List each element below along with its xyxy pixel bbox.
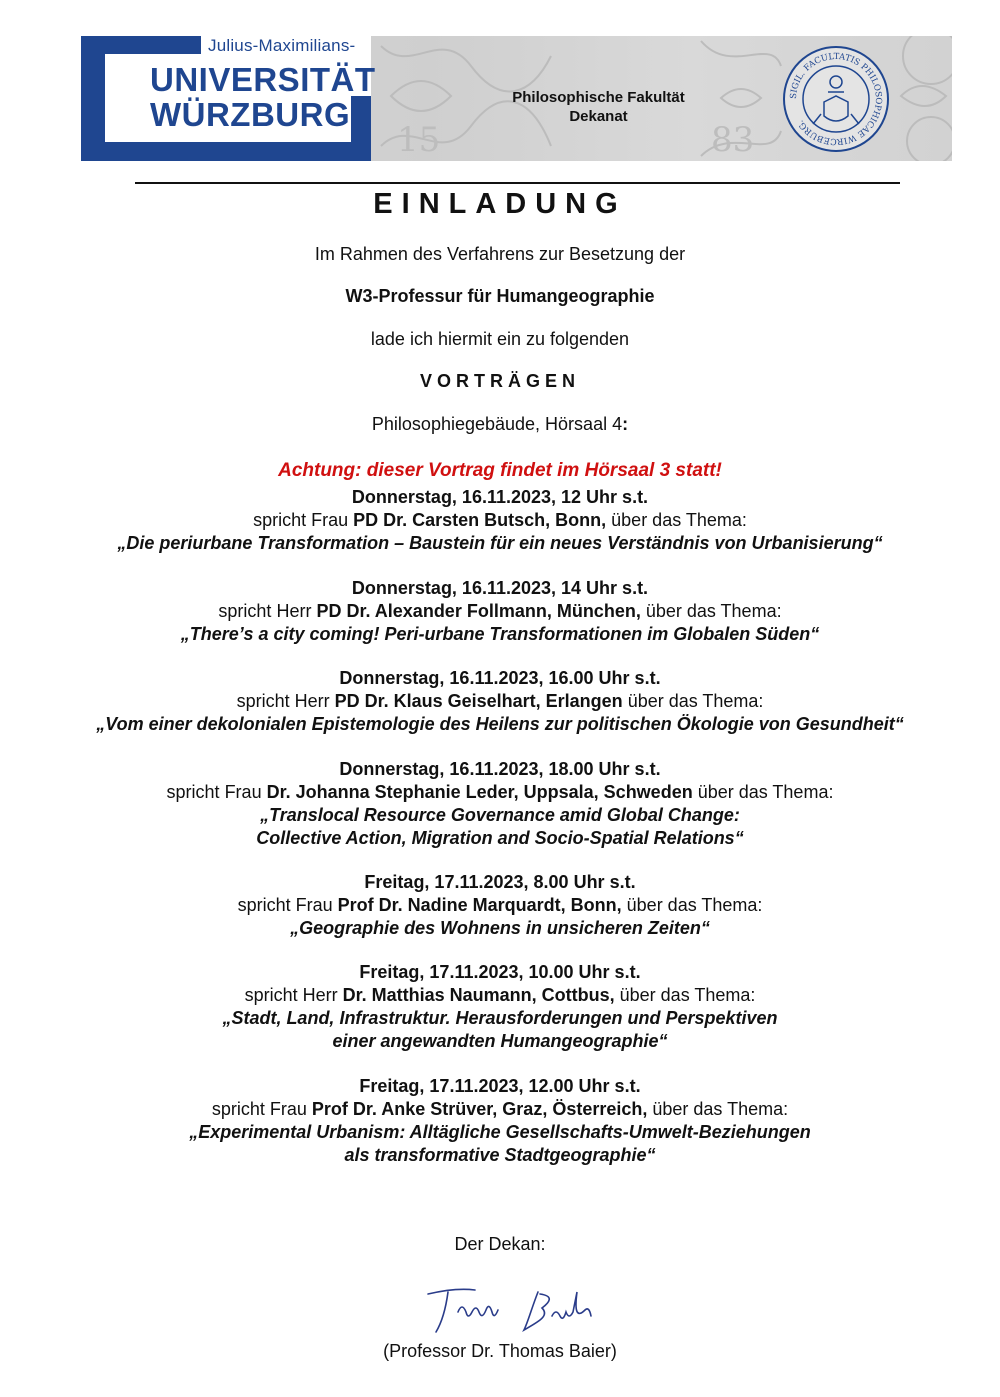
logo-line-2: UNIVERSITÄT [150, 61, 376, 98]
room-change-notice: Achtung: dieser Vortrag findet im Hörsaal 3 statt! [278, 460, 722, 481]
talk-speaker: Dr. Johanna Stephanie Leder, Uppsala, Schweden [266, 782, 693, 802]
talk-suffix: über das Thema: [614, 985, 756, 1005]
founding-year-right: 83 [711, 120, 755, 160]
talk-speaker: Prof Dr. Nadine Marquardt, Bonn, [337, 895, 622, 915]
talk-date: Donnerstag, 16.11.2023, 14 Uhr s.t. [351, 578, 649, 598]
talk-topic: „Stadt, Land, Infrastruktur. Herausforderungen und Perspektiven [222, 1008, 778, 1028]
talk-topic: „Vom einer dekolonialen Epistemologie des Heilens zur politischen Ökologie von Gesundheit“ [96, 714, 904, 734]
talk-date: Donnerstag, 16.11.2023, 16.00 Uhr s.t. [339, 668, 661, 688]
talk-date: Freitag, 17.11.2023, 8.00 Uhr s.t. [364, 872, 636, 892]
venue-line [0, 414, 1000, 435]
talk-intro: spricht Frau [166, 782, 267, 802]
talk-intro: spricht Herr [236, 691, 335, 711]
talk-suffix: über das Thema: [621, 895, 763, 915]
talk-topic: „Experimental Urbanism: Alltägliche Gesellschafts-Umwelt-Beziehungen [189, 1122, 811, 1142]
talk-suffix: über das Thema: [692, 782, 834, 802]
seal-text: SIGIL. FACULTATIS PHILOSOPHICAE WIRCEBURG. [788, 51, 884, 147]
university-logo [81, 36, 376, 161]
talk-speaker: Prof Dr. Anke Strüver, Graz, Österreich, [311, 1099, 648, 1119]
office-name: Dekanat [569, 108, 628, 125]
logo-line-3: WÜRZBURG [150, 96, 351, 133]
talk-item [0, 871, 1000, 940]
document-title: EINLADUNG [373, 188, 627, 220]
talks-heading: VORTRÄGEN [419, 371, 580, 391]
divider-line [135, 182, 900, 184]
faculty-seal-icon [781, 44, 891, 154]
talk-topic: einer angewandten Humangeographie“ [332, 1031, 668, 1051]
logo-line-1: Julius-Maximilians- [208, 36, 356, 55]
talk-topic: „Die periurbane Transformation – Baustein für ein neues Verständnis von Urbanisierung“ [117, 533, 883, 553]
talk-item [0, 577, 1000, 646]
talk-intro: spricht Frau [237, 895, 338, 915]
venue-colon: : [622, 414, 629, 434]
letterhead [81, 36, 952, 161]
dean-signature [420, 1272, 620, 1342]
talk-speaker-line [0, 984, 1000, 1007]
talk-item [0, 961, 1000, 1053]
talk-speaker-line [0, 509, 1000, 532]
talk-speaker: PD Dr. Klaus Geiselhart, Erlangen [334, 691, 623, 711]
talk-speaker: PD Dr. Alexander Follmann, München, [316, 601, 641, 621]
talk-speaker-line [0, 781, 1000, 804]
talk-item [0, 667, 1000, 736]
talk-intro: spricht Frau [211, 1099, 312, 1119]
venue-text: Philosophiegebäude, Hörsaal 4 [371, 414, 623, 434]
talk-speaker-line [0, 894, 1000, 917]
talk-topic: „Geographie des Wohnens in unsicheren Zeiten“ [290, 918, 710, 938]
talk-date: Donnerstag, 16.11.2023, 18.00 Uhr s.t. [339, 759, 661, 779]
talk-item [0, 1075, 1000, 1167]
talk-suffix: über das Thema: [622, 691, 764, 711]
faculty-name: Philosophische Fakultät [512, 89, 685, 106]
talk-date: Freitag, 17.11.2023, 10.00 Uhr s.t. [359, 962, 641, 982]
talk-topic: „Translocal Resource Governance amid Global Change: [260, 805, 740, 825]
talk-date: Freitag, 17.11.2023, 12.00 Uhr s.t. [359, 1076, 641, 1096]
talk-speaker-line [0, 690, 1000, 713]
talk-speaker-line [0, 1098, 1000, 1121]
talk-intro: spricht Herr [244, 985, 343, 1005]
dean-label: Der Dekan: [454, 1234, 546, 1254]
dean-name: (Professor Dr. Thomas Baier) [383, 1341, 617, 1361]
talk-intro: spricht Herr [218, 601, 317, 621]
talk-item [0, 486, 1000, 555]
invite-text: lade ich hiermit ein zu folgenden [370, 329, 630, 349]
talk-item [0, 758, 1000, 850]
talk-topic: „There’s a city coming! Peri-urbane Transformationen im Globalen Süden“ [180, 624, 820, 644]
talk-speaker-line [0, 600, 1000, 623]
intro-text: Im Rahmen des Verfahrens zur Besetzung der [314, 244, 686, 264]
talk-speaker: Dr. Matthias Naumann, Cottbus, [342, 985, 615, 1005]
talk-suffix: über das Thema: [606, 510, 747, 530]
talk-speaker: PD Dr. Carsten Butsch, Bonn, [353, 510, 607, 530]
founding-year-left: 15 [397, 120, 441, 160]
talk-topic: Collective Action, Migration and Socio-Spatial Relations“ [256, 828, 744, 848]
faculty-label [486, 88, 711, 126]
talk-suffix: über das Thema: [640, 601, 782, 621]
talk-intro: spricht Frau [253, 510, 354, 530]
talk-date: Donnerstag, 16.11.2023, 12 Uhr s.t. [351, 487, 649, 507]
talk-topic: als transformative Stadtgeographie“ [344, 1145, 656, 1165]
talk-suffix: über das Thema: [647, 1099, 789, 1119]
position-title: W3-Professur für Humangeographie [345, 286, 655, 306]
